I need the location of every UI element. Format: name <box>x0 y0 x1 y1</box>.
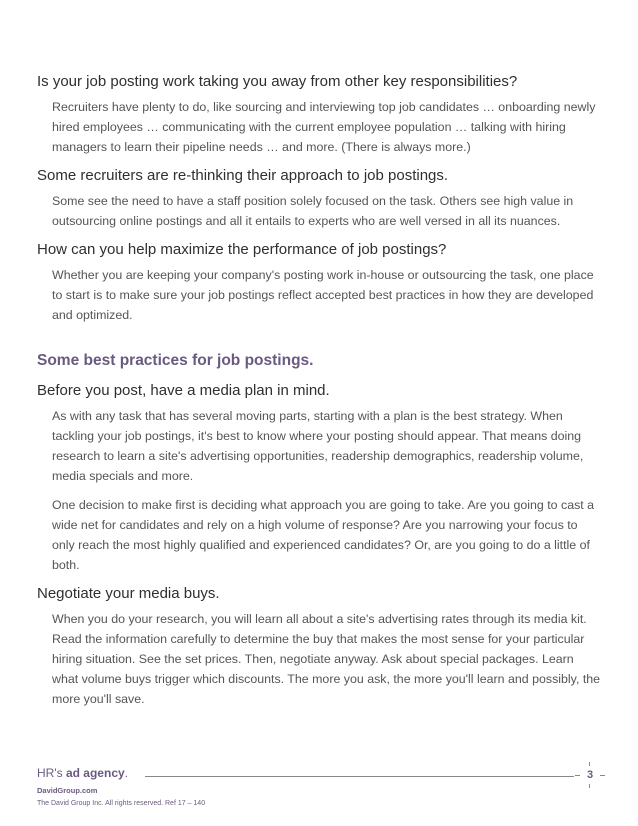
document-body <box>37 72 603 718</box>
website-link[interactable]: DavidGroup.com <box>37 786 98 795</box>
practice-paragraph: As with any task that has several moving parts, starting with a plan is the best strategy. When tackling your job postings, it's best to know where your posting should appear. That means doing research to learn a site's advertising opportunities, readership demographics, readership volume, media specials and more. <box>52 409 584 483</box>
footer-divider <box>145 776 574 777</box>
section-question: Some recruiters are re-thinking their approach to job postings. <box>37 167 449 184</box>
practice-title: Negotiate your media buys. <box>37 585 220 602</box>
section-question: Is your job posting work taking you away from other key responsibilities? <box>37 73 518 90</box>
rethinking-section <box>37 166 603 231</box>
page-number-marker <box>580 766 600 784</box>
section-paragraph: Whether you are keeping your company's posting work in-house or outsourcing the task, one place to start is to make sure your job postings reflect accepted best practices in how they are developed and optimized. <box>52 268 594 322</box>
page-marker-tick <box>600 775 605 776</box>
brand-tagline <box>37 766 128 780</box>
section-question: How can you help maximize the performance of job postings? <box>37 241 447 258</box>
negotiate-section <box>37 584 603 709</box>
section-paragraph: Recruiters have plenty to do, like sourcing and interviewing top job candidates … onboarding newly hired employees … communicating with the current employee population … talking with hiring managers to learn their pipeline needs … and more. (There is always more.) <box>52 100 596 154</box>
practice-paragraph: When you do your research, you will learn all about a site's advertising rates through its media kit. Read the information carefully to determine the buy that makes the most sense for your particular hiring situation. See the set prices. Then, negotiate anyway. Ask about special packages. Learn what volume buys trigger which discounts. The more you ask, the more you'll learn and possibly, the more you'll save. <box>52 612 601 706</box>
brand-suffix: . <box>124 766 129 780</box>
page-marker-tick <box>589 762 590 766</box>
practice-title: Before you post, have a media plan in mind. <box>37 382 330 399</box>
section-paragraph: Some see the need to have a staff position solely focused on the task. Others see high value in outsourcing online postings and all it entails to experts who are well versed in all its nuances. <box>52 194 574 228</box>
brand-bold: ad agency <box>65 766 125 780</box>
brand-prefix: HR's <box>37 766 66 780</box>
practice-paragraph: One decision to make first is deciding what approach you are going to take. Are you going to cast a wide net for candidates and rely on a high volume of response? Are you narrowing your focus to only reach the most highly qualified and experienced candidates? Or, are you going to do a little of both. <box>52 498 595 572</box>
intro-section <box>37 72 603 157</box>
copyright-notice: The David Group Inc. All rights reserved. Ref 17 – 140 <box>37 800 206 807</box>
page-marker-tick <box>575 775 580 776</box>
maximize-section <box>37 240 603 325</box>
page-number: 3 <box>586 769 594 781</box>
page-footer <box>37 762 604 822</box>
best-practices-heading: Some best practices for job postings. <box>37 352 314 369</box>
page-marker-tick <box>589 784 590 788</box>
media-plan-section <box>37 381 603 575</box>
